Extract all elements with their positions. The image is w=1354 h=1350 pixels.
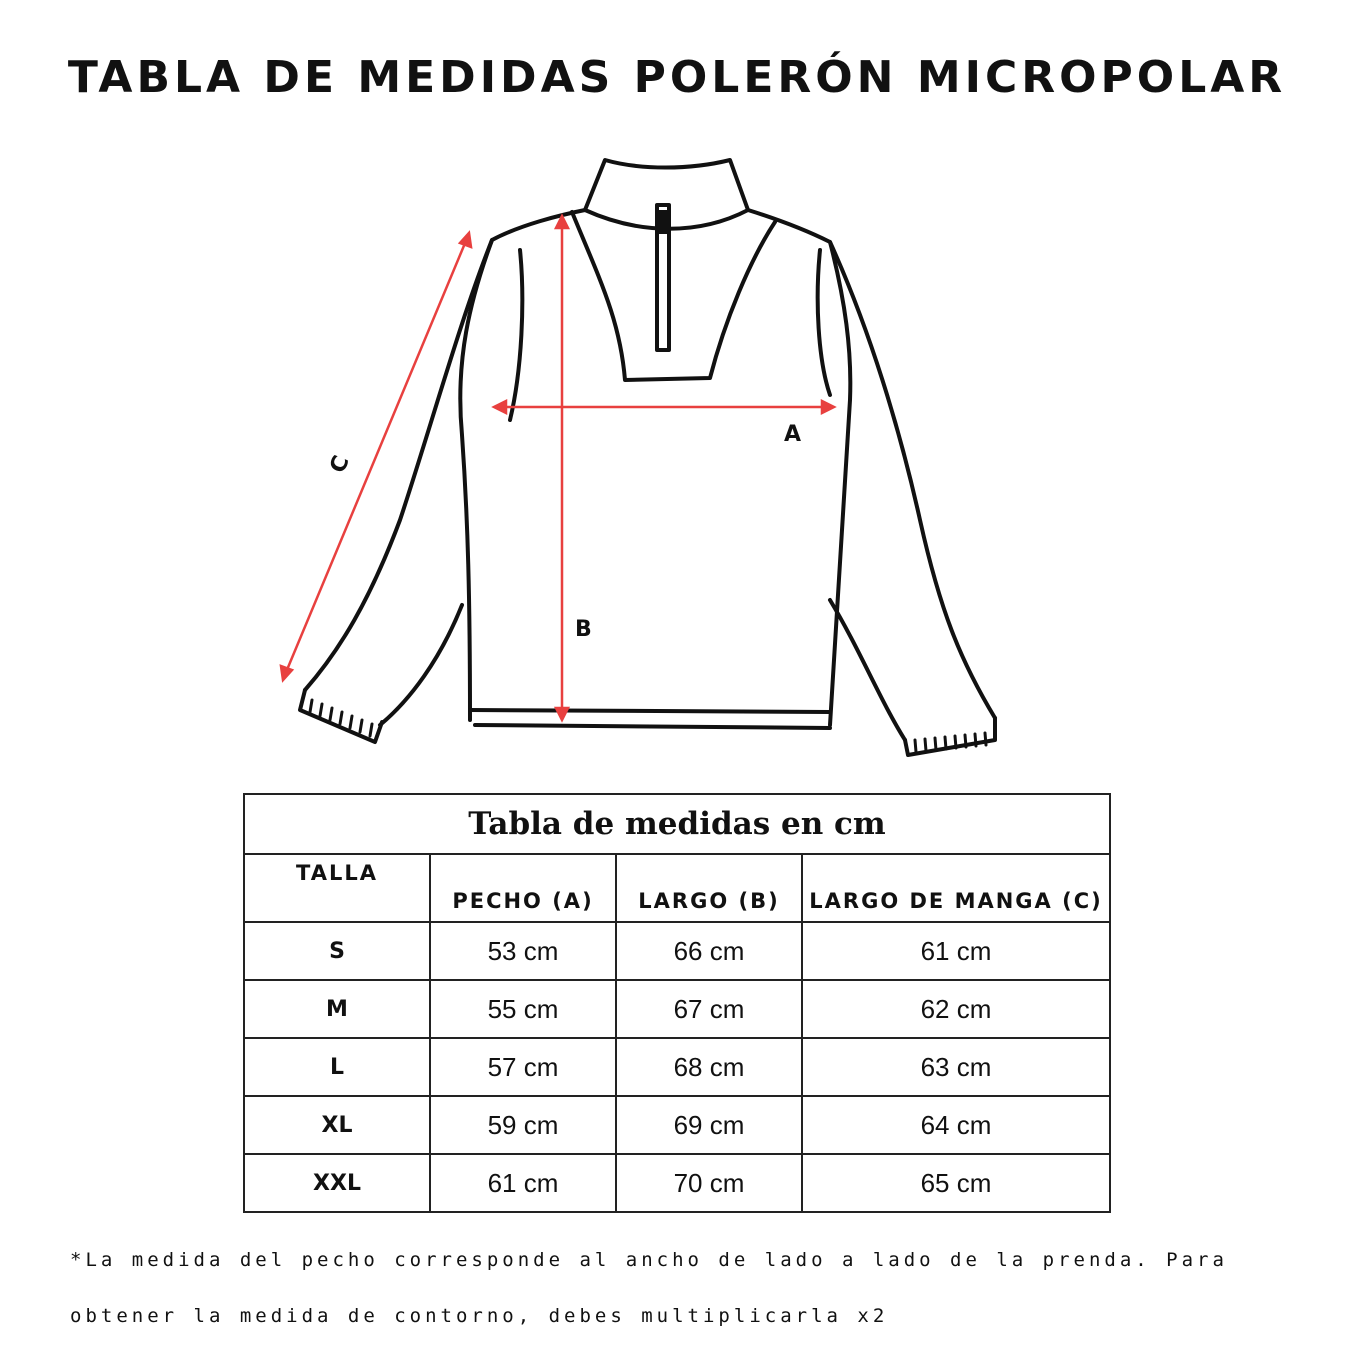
- pecho-cell: 59 cm: [430, 1096, 616, 1154]
- pecho-cell: 53 cm: [430, 922, 616, 980]
- pecho-cell: 55 cm: [430, 980, 616, 1038]
- largo-cell: 67 cm: [616, 980, 802, 1038]
- body-right-outline: [748, 210, 850, 725]
- table-row: [244, 1154, 1110, 1212]
- size-table: [243, 793, 1111, 1213]
- manga-cell: 63 cm: [802, 1038, 1110, 1096]
- left-sleeve-inner: [380, 250, 522, 725]
- manga-cell: 61 cm: [802, 922, 1110, 980]
- label-b: B: [575, 617, 592, 642]
- size-table-container: [243, 793, 1109, 1213]
- largo-cell: 70 cm: [616, 1154, 802, 1212]
- pecho-cell: 61 cm: [430, 1154, 616, 1212]
- size-cell: XL: [244, 1096, 430, 1154]
- label-a: A: [784, 422, 802, 447]
- header-talla: TALLA: [244, 854, 430, 922]
- manga-cell: 62 cm: [802, 980, 1110, 1038]
- measure-a-arrow-right: [822, 401, 834, 413]
- table-row: [244, 922, 1110, 980]
- yoke-outline: [572, 212, 775, 380]
- manga-cell: 64 cm: [802, 1096, 1110, 1154]
- size-cell: M: [244, 980, 430, 1038]
- page-title: TABLA DE MEDIDAS POLERÓN MICROPOLAR: [67, 52, 1287, 103]
- right-cuff-outline: [905, 718, 995, 755]
- table-row: [244, 980, 1110, 1038]
- size-cell: L: [244, 1038, 430, 1096]
- zipper-pull: [659, 212, 667, 232]
- header-pecho: PECHO (A): [430, 854, 616, 922]
- manga-cell: 65 cm: [802, 1154, 1110, 1212]
- hem-outline: [470, 710, 830, 728]
- footnote: *La medida del pecho corresponde al ancho de lado a lado de la prenda. Para obtener la medida de contorno, debes multiplicarla x2: [70, 1249, 1228, 1327]
- measure-c-line: [284, 236, 468, 677]
- header-largo: LARGO (B): [616, 854, 802, 922]
- pecho-cell: 57 cm: [430, 1038, 616, 1096]
- largo-cell: 68 cm: [616, 1038, 802, 1096]
- measure-b-arrow-bottom: [556, 708, 568, 720]
- measure-c-arrow-top: [460, 233, 471, 247]
- label-c: C: [325, 452, 355, 477]
- table-title: Tabla de medidas en cm: [244, 794, 1110, 854]
- table-row: [244, 1038, 1110, 1096]
- measure-c-arrow-bottom: [281, 666, 292, 680]
- sweater-diagram: [270, 150, 1030, 770]
- size-cell: XXL: [244, 1154, 430, 1212]
- header-largo-manga: LARGO DE MANGA (C): [802, 854, 1110, 922]
- largo-cell: 66 cm: [616, 922, 802, 980]
- table-row: [244, 1096, 1110, 1154]
- size-cell: S: [244, 922, 430, 980]
- largo-cell: 69 cm: [616, 1096, 802, 1154]
- measure-a-arrow-left: [494, 401, 506, 413]
